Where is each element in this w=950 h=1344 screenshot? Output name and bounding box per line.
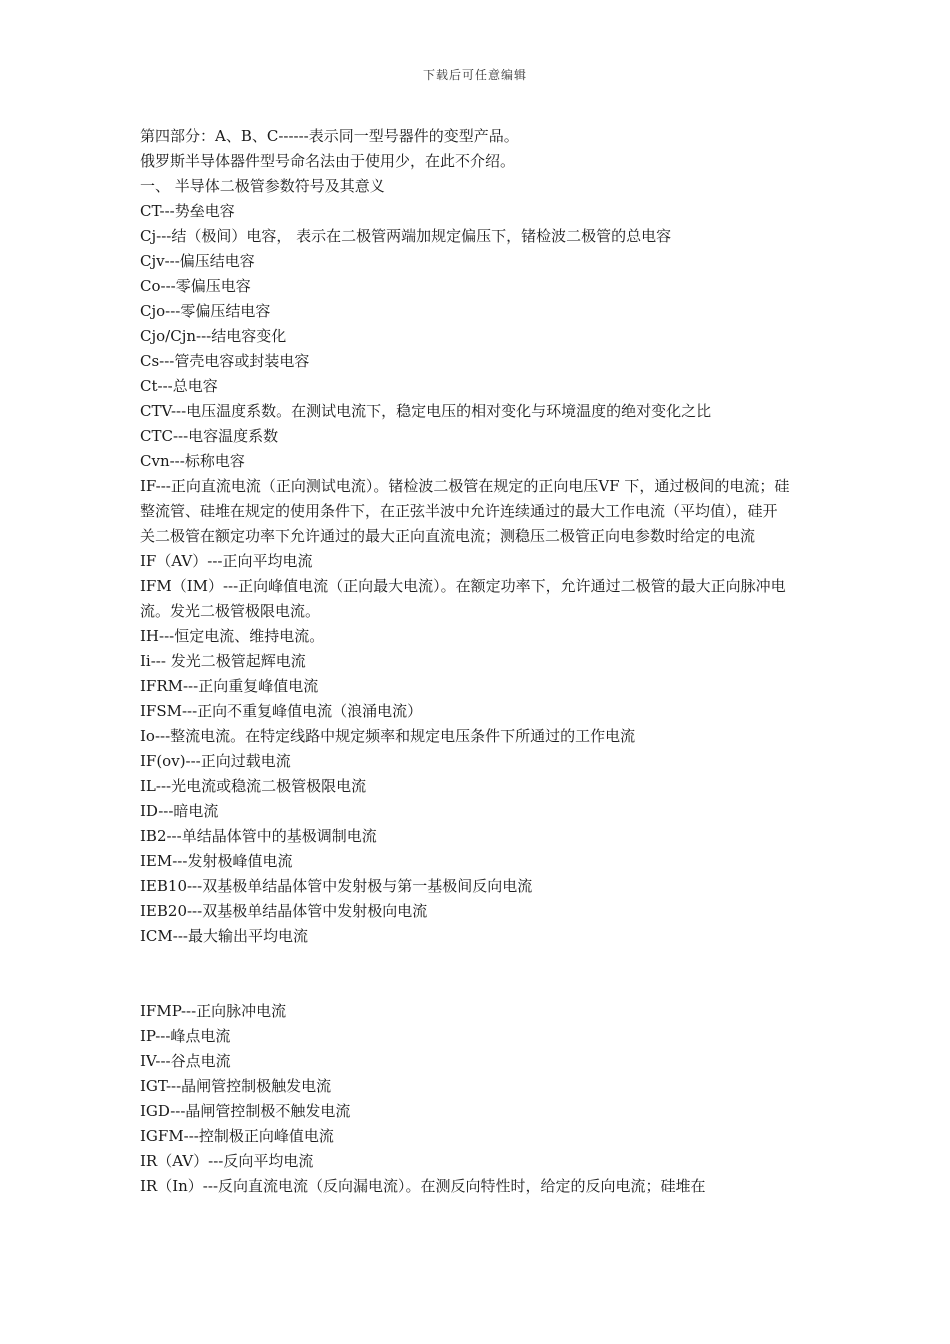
text-line: IP---峰点电流 [140,1027,231,1045]
paragraph-ifm: IFM（IM）---正向峰值电流（正向最大电流）。在额定功率下，允许通过二极管的最大正向脉冲电流。发光二极管极限电流。 [140,577,786,620]
text-line: Io---整流电流。在特定线路中规定频率和规定电压条件下所通过的工作电流 [140,727,636,745]
text-line: IFSM---正向不重复峰值电流（浪涌电流） [140,702,423,720]
text-line: IGT---晶闸管控制极触发电流 [140,1077,332,1095]
text-line: Co---零偏压电容 [140,277,251,295]
text-line: CT---势垒电容 [140,202,235,220]
text-line: Cj---结（极间）电容， 表示在二极管两端加规定偏压下，锗检波二极管的总电容 [140,227,672,245]
text-line: Cvn---标称电容 [140,452,245,470]
text-line: IF(ov)---正向过载电流 [140,752,291,770]
text-block-1 [140,124,790,474]
text-line: Cjo/Cjn---结电容变化 [140,327,287,345]
document-body [140,124,790,1199]
text-line: CTC---电容温度系数 [140,427,279,445]
text-line: Cs---管壳电容或封装电容 [140,352,310,370]
text-line: ICM---最大输出平均电流 [140,927,308,945]
text-line: Ct---总电容 [140,377,218,395]
blank-space [140,949,790,999]
text-line: IEB10---双基极单结晶体管中发射极与第一基极间反向电流 [140,877,533,895]
text-line: IGFM---控制极正向峰值电流 [140,1127,334,1145]
text-block-2 [140,624,790,949]
text-line: Ii--- 发光二极管起辉电流 [140,652,306,670]
text-line: IL---光电流或稳流二极管极限电流 [140,777,367,795]
text-line: 俄罗斯半导体器件型号命名法由于使用少，在此不介绍。 [140,152,516,170]
text-line: IFMP---正向脉冲电流 [140,1002,287,1020]
text-line: IB2---单结晶体管中的基极调制电流 [140,827,377,845]
text-line: IR（AV）---反向平均电流 [140,1152,314,1170]
text-line: Cjv---偏压结电容 [140,252,255,270]
text-line: IEB20---双基极单结晶体管中发射极向电流 [140,902,428,920]
section-heading: 一、 半导体二极管参数符号及其意义 [140,177,385,195]
text-block-3 [140,999,790,1199]
text-line: IR（In）---反向直流电流（反向漏电流）。在测反向特性时，给定的反向电流；硅堆在 [140,1177,706,1195]
paragraph-if: IF---正向直流电流（正向测试电流）。锗检波二极管在规定的正向电压VF 下，通过极间的电流；硅整流管、硅堆在规定的使用条件下，在正弦半波中允许连续通过的最大工作电流（平均值），硅开关二极管在额定功率下允许通过的最大正向直流电流；测稳压二极管正向电参数时给定的电流 [140,477,790,545]
text-line: 第四部分：A、B、C------表示同一型号器件的变型产品。 [140,127,519,145]
text-line: CTV---电压温度系数。在测试电流下，稳定电压的相对变化与环境温度的绝对变化之比 [140,402,712,420]
text-line: ID---暗电流 [140,802,219,820]
text-line: Cjo---零偏压结电容 [140,302,271,320]
text-line: IEM---发射极峰值电流 [140,852,293,870]
text-line: IH---恒定电流、维持电流。 [140,627,325,645]
text-line: IV---谷点电流 [140,1052,231,1070]
text-line: IF（AV）---正向平均电流 [140,552,313,570]
text-line: IFRM---正向重复峰值电流 [140,677,319,695]
page-header: 下载后可任意编辑 [422,68,527,82]
text-line: IGD---晶闸管控制极不触发电流 [140,1102,351,1120]
